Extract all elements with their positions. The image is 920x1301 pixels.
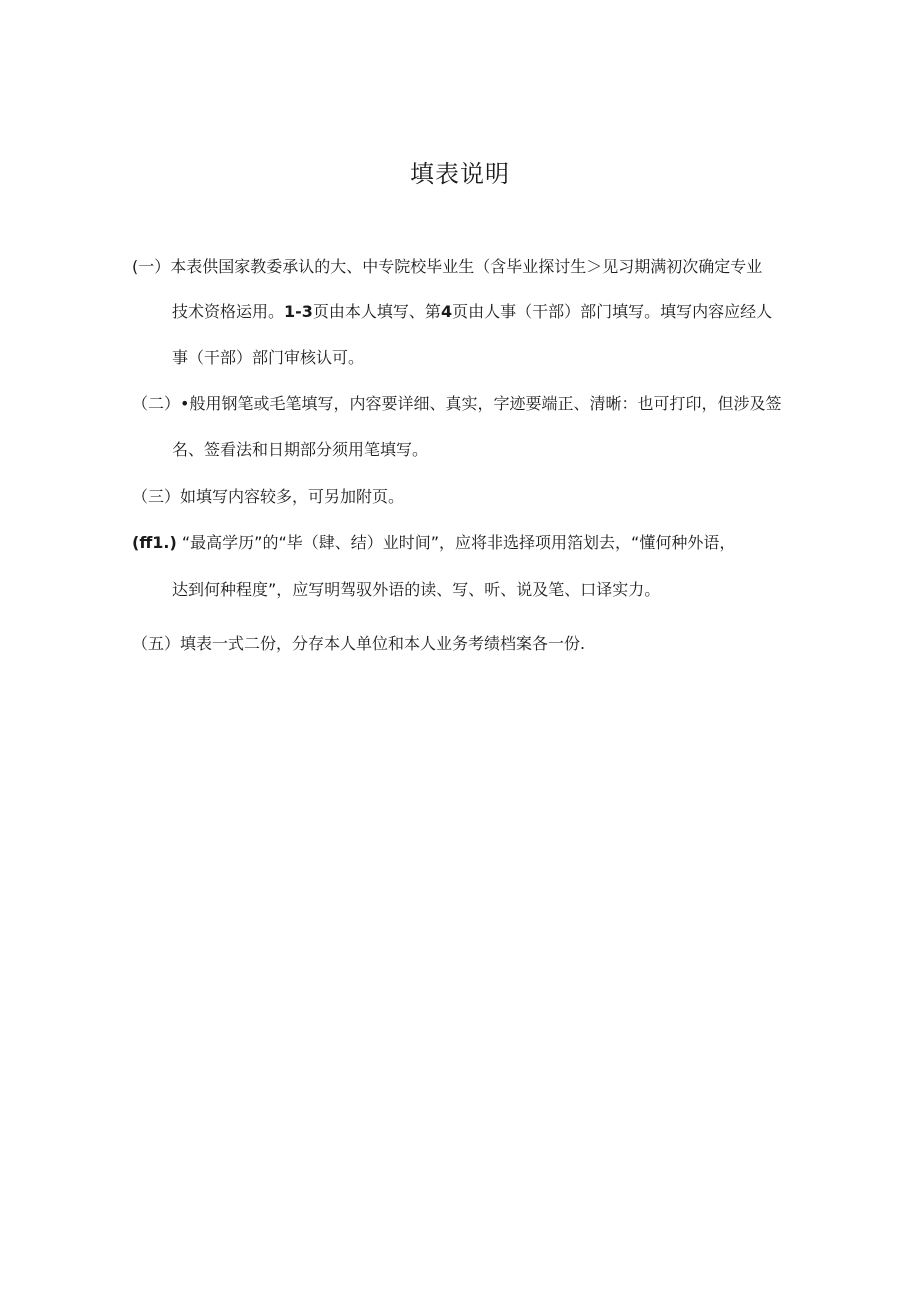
item-4-line-2: 达到何种程度”，应写明驾驭外语的读、写、听、说及笔、口译实力。 xyxy=(172,580,661,599)
item-4-line-1 xyxy=(132,531,735,555)
item-1-text-e: 页由人事（干部）部门填写。填写内容应经人 xyxy=(452,302,773,321)
item-2-line-1: （二）•般用钢笔或毛笔填写，内容要详细、真实，字迹要端正、清晰：也可打印，但涉及签 xyxy=(132,394,782,413)
item-1-line-1: (一）本表供国家教委承认的大、中专院校毕业生（含毕业探讨生＞见习期满初次确定专业 xyxy=(132,257,763,276)
page-title: 填表说明 xyxy=(410,160,510,188)
item-1-text-a: 技术资格运用。 xyxy=(172,302,285,321)
item-5-line-1: （五）填表一式二份，分存本人单位和本人业务考绩档案各一份. xyxy=(132,634,586,653)
item-1-pages-range: 1-3 xyxy=(284,302,313,321)
item-4-text: “最高学历”的“毕（肆、结）业时间”，应将非选择项用箔划去，“懂何种外语， xyxy=(181,533,736,552)
item-2-line-2: 名、签看法和日期部分须用笔填写。 xyxy=(172,440,429,459)
item-4-marker: (ff1.) xyxy=(132,533,177,552)
item-1-line-2 xyxy=(172,300,772,324)
item-1-text-c: 页由本人填写、第 xyxy=(312,302,441,321)
item-1-page-number: 4 xyxy=(440,302,453,321)
item-1-line-3: 事（干部）部门审核认可。 xyxy=(172,348,365,367)
item-3-line-1: （三）如填写内容较多，可另加附页。 xyxy=(132,487,405,506)
